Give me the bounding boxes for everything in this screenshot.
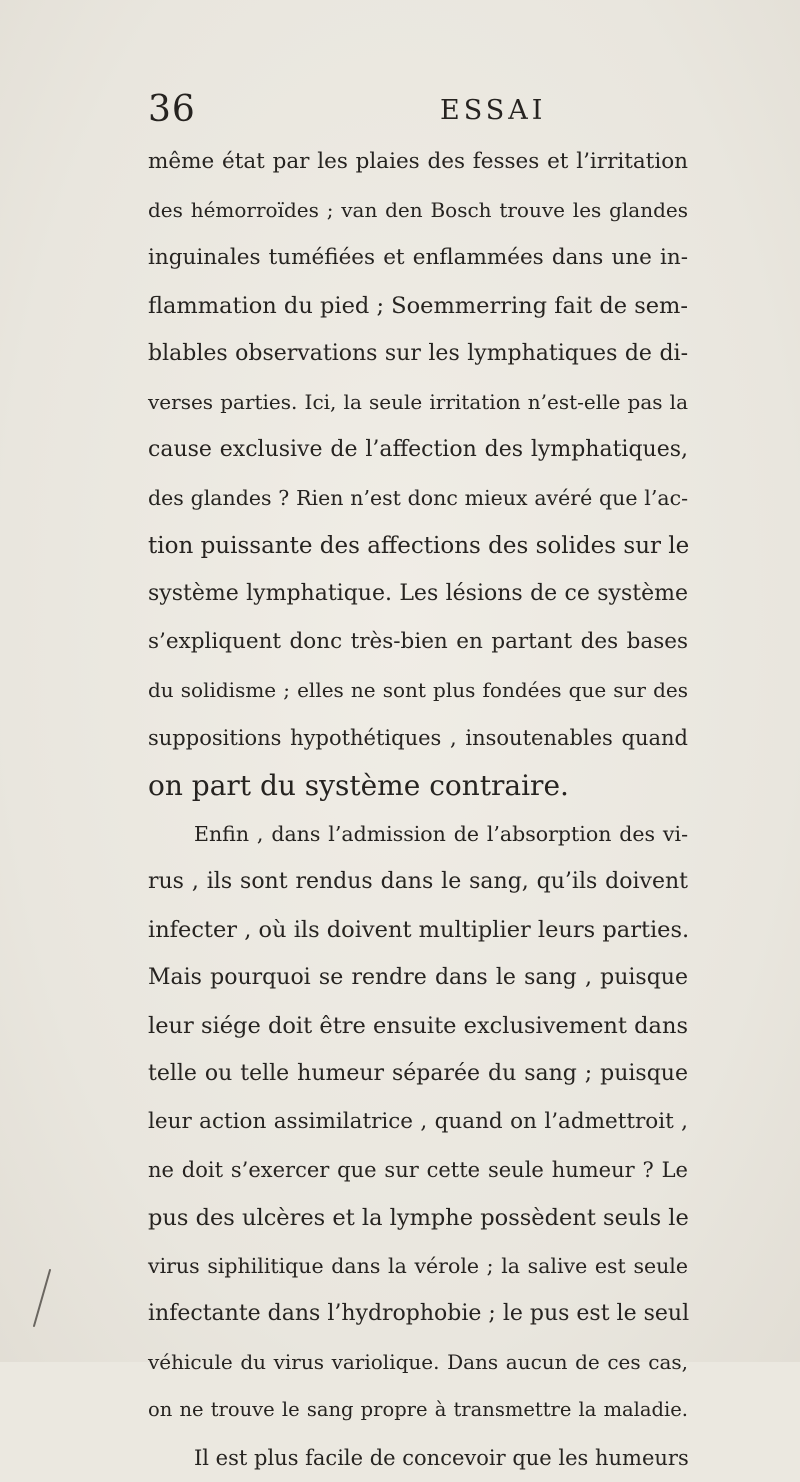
text-line: Enfin , dans l’admission de l’absorption des vi-: [194, 822, 688, 846]
text-line: on ne trouve le sang propre à transmettre la maladie.: [148, 1398, 688, 1421]
running-title: ESSAI: [440, 95, 547, 126]
margin-pencil-mark: [26, 1268, 56, 1328]
text-line: telle ou telle humeur séparée du sang ; puisque: [148, 1061, 688, 1086]
text-line: pus des ulcères et la lymphe possèdent seuls le: [148, 1205, 689, 1231]
text-line: infectante dans l’hydrophobie ; le pus est le seul: [148, 1301, 690, 1326]
text-line: du solidisme ; elles ne sont plus fondées que sur des: [148, 678, 688, 702]
page-number: 36: [148, 89, 196, 130]
text-line: ne doit s’exercer que sur cette seule humeur ? Le: [148, 1158, 688, 1182]
text-line: suppositions hypothétiques , insoutenables quand: [148, 726, 688, 750]
text-line: flammation du pied ; Soemmerring fait de sem-: [148, 293, 688, 319]
text-line: cause exclusive de l’affection des lymphatiques,: [148, 437, 688, 462]
text-line: rus , ils sont rendus dans le sang, qu’ils doivent: [148, 869, 688, 894]
text-line: verses parties. Ici, la seule irritation n’est-elle pas la: [148, 390, 688, 414]
body-text: [148, 138, 688, 1482]
text-line: leur siége doit être ensuite exclusivement dans: [148, 1013, 688, 1039]
text-line: véhicule du virus variolique. Dans aucun de ces cas,: [148, 1350, 688, 1374]
text-line: tion puissante des affections des solides sur le: [148, 533, 690, 559]
text-line: même état par les plaies des fesses et l’irritation: [148, 149, 688, 174]
text-line: des glandes ? Rien n’est donc mieux avéré que l’ac-: [148, 486, 688, 510]
text-line: Il est plus facile de concevoir que les humeurs: [194, 1446, 689, 1470]
text-line: système lymphatique. Les lésions de ce système: [148, 581, 688, 606]
text-line: inguinales tuméfiées et enflammées dans une in-: [148, 245, 688, 270]
text-line: virus siphilitique dans la vérole ; la salive est seule: [148, 1254, 688, 1278]
text-line: infecter , où ils doivent multiplier leurs parties.: [148, 917, 690, 943]
running-head: [148, 90, 688, 130]
text-line: des hémorroïdes ; van den Bosch trouve les glandes: [148, 198, 688, 222]
text-line: s’expliquent donc très-bien en partant des bases: [148, 629, 688, 654]
text-line: blables observations sur les lymphatiques de di-: [148, 341, 688, 366]
text-line: leur action assimilatrice , quand on l’admettroit ,: [148, 1109, 688, 1134]
text-line: on part du système contraire.: [148, 769, 569, 802]
text-line: Mais pourquoi se rendre dans le sang , puisque: [148, 965, 688, 990]
